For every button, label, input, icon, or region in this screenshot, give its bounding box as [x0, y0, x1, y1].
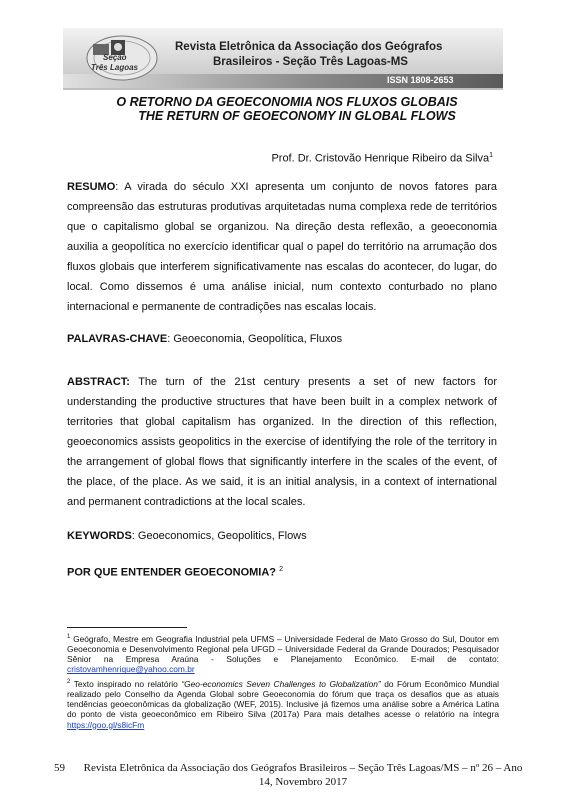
footer-citation: Revista Eletrônica da Associação dos Geógrafos Brasileiros – Seção Três Lagoas/MS – nº 26 – Ano 14, Novembro 2017 [83, 762, 523, 788]
footnote-2-report-title: “Geo-economics Seven Challenges to Globalization” [181, 678, 381, 689]
article-title-pt: O RETORNO DA GEOECONOMIA NOS FLUXOS GLOBAIS [116, 95, 458, 109]
resumo-paragraph [67, 177, 497, 317]
author-footnote-mark: 1 [489, 152, 493, 159]
journal-title-line2: Brasileiros - Seção Três Lagoas-MS [213, 56, 408, 68]
journal-banner [63, 28, 503, 90]
abstract-label: ABSTRACT: [67, 376, 130, 388]
article-title-en: THE RETURN OF GEOECONOMY IN GLOBAL FLOWS [138, 109, 456, 123]
logo-text-secao: Seção [103, 53, 127, 62]
footnote-2-text-b: do Fórum Econômico Mundial realizado pelo Conselho da Agenda Global sobre Geoeconomia do fórum que traça os desafios que as atuais tendências geoeconômicas da globalização (WEF, 2015). Inclusive já fizemos uma análise sobre a América Latina do ponto de vista geoeconômico em Ribeiro Silva (2017a) Para mais detalhes acesse o relatório na íntegra [67, 678, 500, 720]
journal-title-line1: Revista Eletrônica da Associação dos Geógrafos [175, 41, 443, 53]
footnote-1-text: Geógrafo, Mestre em Geografia Industrial pela UFMS – Universidade Federal de Mato Grosso do Sul, Doutor em Geoeconomia e Desenvolvimento Regional pela UFGD – Universidade Federal da Grande Dourados; Pesquisador Sênior na Empresa Araúna - Soluções e Planejamento Econômico. E-mail de contato: [67, 633, 499, 665]
keywords-line [67, 530, 307, 542]
author-line [271, 152, 493, 165]
resumo-label: RESUMO [67, 181, 116, 193]
keywords-text: : Geoeconomics, Geopolitics, Flows [131, 530, 307, 542]
abstract-text: The turn of the 21st century presents a set of new factors for understanding the productive structures that have been built in a complex network of territories that global capitalism has organized. In the direction of this reflection, geoeconomics assists geopolitics in the exercise of identifying the role of the territory in the arrangement of global flows that significantly interfere in the scales of the event, of the place, of the place. As we said, it is an initial analysis, in a context of international and permanent contradictions at the local scales. [67, 376, 497, 508]
palavras-chave-label: PALAVRAS-CHAVE [67, 333, 168, 345]
author-name: Prof. Dr. Cristovão Henrique Ribeiro da Silva [271, 152, 490, 165]
section-heading [67, 566, 283, 579]
footnote-separator [67, 627, 187, 628]
section-heading-text: POR QUE ENTENDER GEOECONOMIA? [67, 566, 277, 579]
footnote-2 [67, 677, 499, 730]
report-link[interactable]: https://goo.gl/s8icFm [67, 719, 145, 730]
footnote-1-mark: 1 [67, 634, 71, 640]
section-footnote-mark: 2 [279, 566, 283, 573]
footnote-2-mark: 2 [67, 679, 71, 685]
resumo-text: : A virada do século XXI apresenta um conjunto de novos fatores para compreensão das estruturas produtivas arquitetadas numa complexa rede de territórios que o capitalismo global se organizou. Na direção desta reflexão, a geoeconomia auxilia a geopolítica no exercício identificar qual o papel do território na arrumação dos fluxos globais que interferem significativamente nas escalas do acontecer, do lugar, do local. Como dissemos é uma análise inicial, num contexto conturbado no plano internacional e permanente de contradições nas escalas locais. [67, 181, 497, 313]
keywords-label: KEYWORDS [67, 530, 132, 542]
logo-text-tres-lagoas: Três Lagoas [91, 63, 138, 72]
page-number: 59 [54, 762, 65, 774]
palavras-chave-line [67, 333, 342, 345]
abstract-paragraph [67, 372, 497, 512]
author-email-link[interactable]: cristovamhenrique@yahoo.com.br [67, 664, 195, 675]
footnote-2-text-a: Texto inspirado no relatório [70, 678, 182, 689]
footnote-1 [67, 632, 499, 675]
issn-label: ISSN 1808-2653 [387, 75, 454, 85]
palavras-chave-text: : Geoeconomia, Geopolítica, Fluxos [167, 333, 343, 345]
